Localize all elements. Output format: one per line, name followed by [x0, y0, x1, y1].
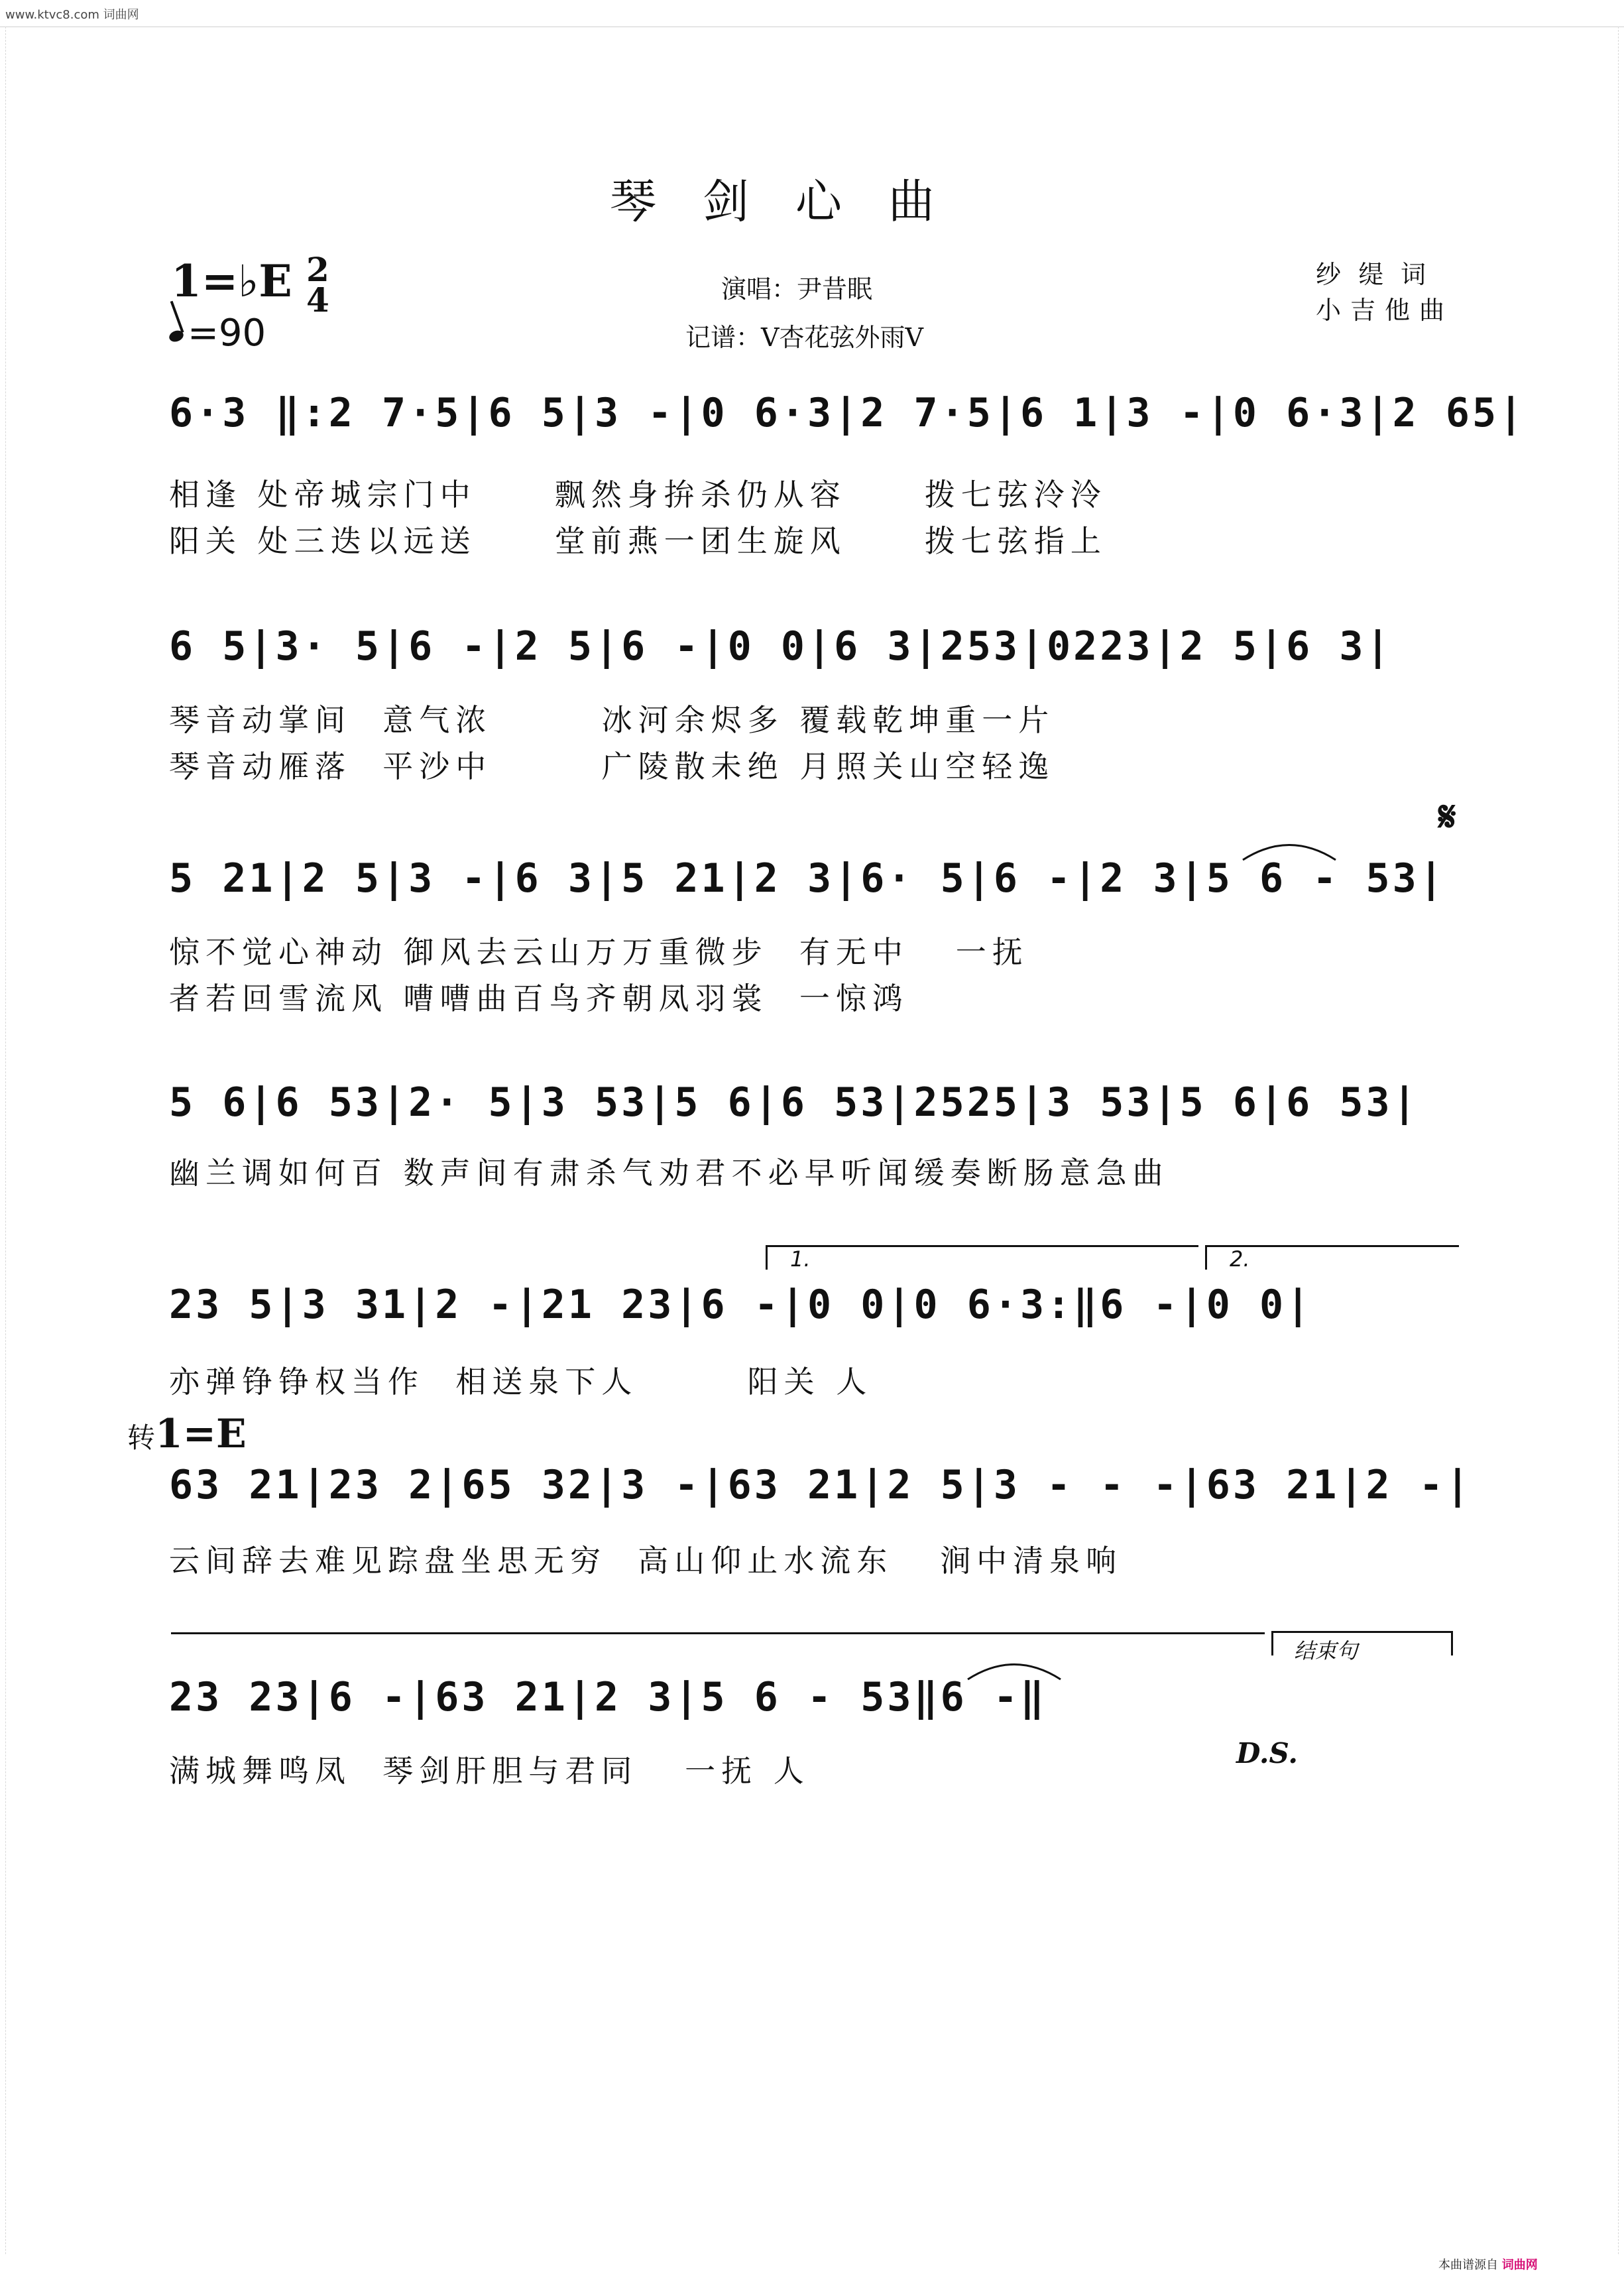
- first-ending-label: 1.: [790, 1246, 811, 1272]
- key-signature: 1=♭E: [171, 255, 292, 307]
- time-signature: [306, 250, 329, 320]
- lyric-line-1b: 阳关 处三迭以远送 堂前燕一团生旋风 拨七弦指上: [169, 523, 1107, 559]
- lyric-line-4: 幽兰调如何百 数声间有肃杀气劝君不必早听闻缓奏断肠意急曲: [169, 1155, 1169, 1191]
- lyric-line-2b: 琴音动雁落 平沙中 广陵散未绝 月照关山空轻逸: [169, 749, 1055, 784]
- lyric-line-2a: 琴音动掌间 意气浓 冰河余烬多 覆载乾坤重一片: [169, 702, 1055, 738]
- notation-line-2: 6 5|3· 5|6 -|2 5|6 -|0 0|6 3|253|0223|2 5|6 3|: [169, 623, 1393, 670]
- tempo-value: =90: [188, 312, 266, 355]
- footer-text: 本曲谱源自: [1438, 2258, 1498, 2272]
- key-change-value: 1=E: [155, 1411, 247, 1457]
- notation-line-5: 23 5|3 31|2 -|21 23|6 -|0 0|0 6·3:‖6 -|0 0|: [169, 1282, 1313, 1328]
- singer-credit: 演唱：尹昔眠: [721, 274, 873, 304]
- notation-line-1: 6·3 ‖:2 7·5|6 5|3 -|0 6·3|2 7·5|6 1|3 -|0 6·3|2 65|: [169, 390, 1526, 436]
- time-bottom: 4: [306, 280, 329, 320]
- footer-brand[interactable]: 词曲网: [1501, 2258, 1538, 2272]
- quarter-note-icon: [168, 329, 185, 344]
- notation-line-4: 5 6|6 53|2· 5|3 53|5 6|6 53|2525|3 53|5 6|6 53|: [169, 1079, 1419, 1126]
- left-page-edge: [0, 27, 6, 2254]
- phrase-bracket: [171, 1632, 1265, 1634]
- lyricist-credit: 纱缇词: [1316, 260, 1444, 289]
- ending-phrase-label: 结束句: [1294, 1638, 1358, 1663]
- song-title: 琴剑心曲: [610, 174, 981, 229]
- footer-credit: [1438, 2255, 1538, 2273]
- lyric-line-5: 亦弹铮铮权当作 相送泉下人 阳关 人: [169, 1364, 873, 1400]
- notation-line-7: 23 23|6 -|63 21|2 3|5 6 - 53‖6 -‖: [169, 1674, 1047, 1720]
- first-ending-bracket: [766, 1245, 1198, 1270]
- lyric-line-3b: 者若回雪流风 嘈嘈曲百鸟齐朝凤羽裳 一惊鸿: [169, 981, 909, 1016]
- lyric-line-3a: 惊不觉心神动 御风去云山万万重微步 有无中 一抚: [169, 934, 1029, 970]
- segno-icon: 𝄋: [1438, 792, 1456, 841]
- dal-segno-marking: D.S.: [1236, 1737, 1299, 1770]
- top-strip: [0, 0, 1624, 27]
- right-page-edge: [1618, 27, 1624, 2254]
- tempo-marking: [169, 312, 266, 355]
- key-change: [127, 1411, 247, 1457]
- lyric-line-7: 满城舞鸣凤 琴剑肝胆与君同 一抚 人: [169, 1753, 810, 1789]
- notation-line-3: 5 21|2 5|3 -|6 3|5 21|2 3|6· 5|6 -|2 3|5 6 - 53|: [169, 855, 1446, 902]
- key-change-prefix: 转: [127, 1421, 156, 1454]
- composer-credit: 小吉他曲: [1316, 296, 1454, 325]
- transcriber-credit: 记谱：V杏花弦外雨V: [685, 323, 923, 352]
- notation-line-6: 63 21|23 2|65 32|3 -|63 21|2 5|3 - - -|63 21|2 -|: [169, 1462, 1473, 1508]
- lyric-line-1a: 相逢 处帝城宗门中 飘然身拚杀仍从容 拨七弦泠泠: [169, 477, 1107, 512]
- time-top: 2: [306, 250, 329, 289]
- site-label[interactable]: www.ktvc8.com 词曲网: [5, 8, 139, 22]
- lyric-line-6: 云间辞去难见踪盘坐思无穷 高山仰止水流东 涧中清泉响: [169, 1543, 1123, 1579]
- second-ending-label: 2.: [1230, 1246, 1250, 1272]
